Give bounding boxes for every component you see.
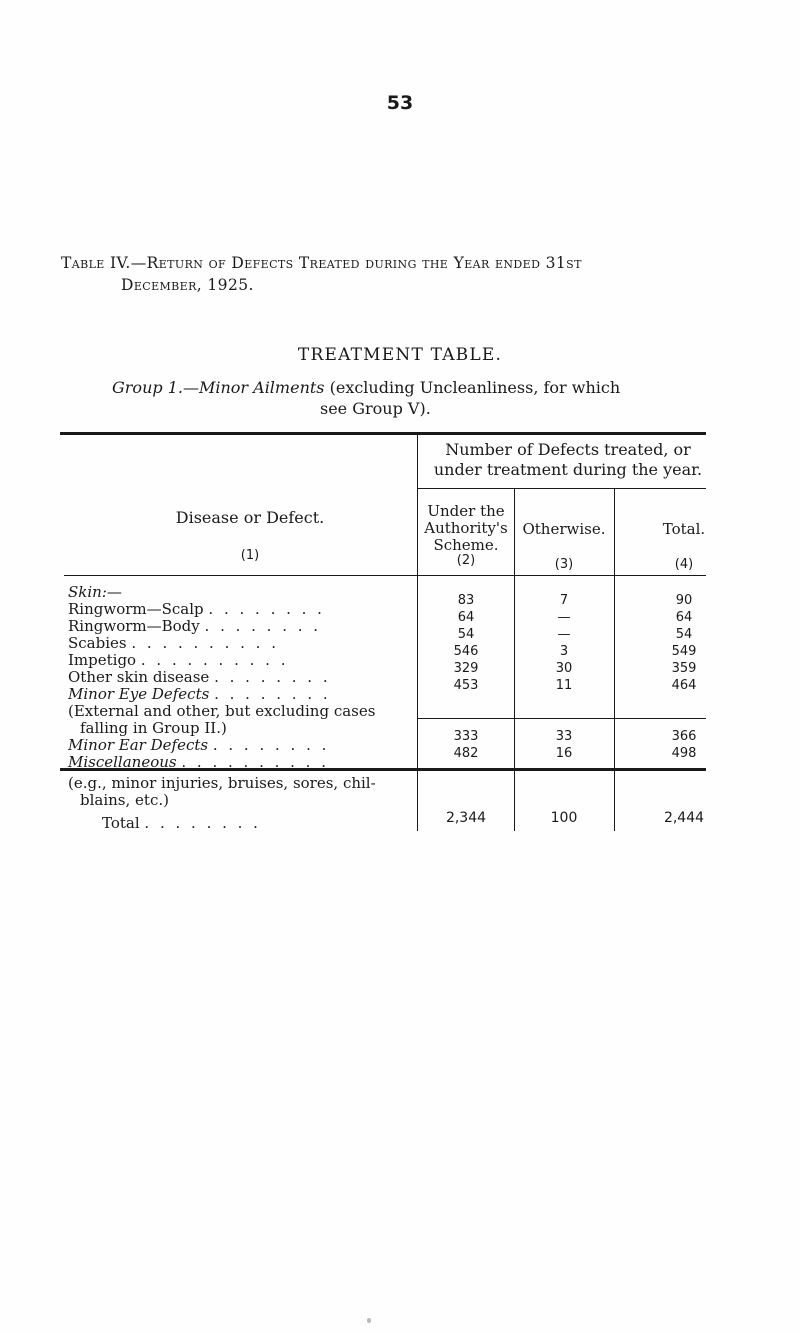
misc-note-line-2: blains, etc.) <box>80 791 169 809</box>
col1-header <box>100 509 400 564</box>
cell-minor-ear-total: 366 <box>671 729 697 744</box>
col2-header <box>418 503 514 568</box>
group-label: Group 1.—Minor Ailments <box>112 378 325 397</box>
page-number: 53 <box>386 92 414 114</box>
caption-line-1: Table IV.—Return of Defects Treated during the Year ended 31st <box>61 254 582 272</box>
row-label-miscellaneous: Miscellaneous . . . . . . . . . . <box>68 753 329 771</box>
cell-misc-otherwise: 16 <box>555 746 573 761</box>
cell-ringworm-scalp-total: 90 <box>675 593 693 608</box>
paper-speck <box>367 1318 371 1323</box>
eye-note-line-2: falling in Group II.) <box>80 719 227 737</box>
header-bottom-rule <box>64 575 706 576</box>
cell-total-otherwise: 100 <box>550 810 578 826</box>
cell-scabies-total: 54 <box>675 627 693 642</box>
row-label-ringworm-body: Ringworm—Body . . . . . . . . <box>68 617 322 635</box>
col3-header <box>514 521 614 573</box>
cell-ringworm-body-otherwise: — <box>557 610 571 625</box>
cell-total-scheme: 2,344 <box>445 810 487 826</box>
cell-other-skin-scheme: 329 <box>453 661 479 676</box>
cell-total-total: 2,444 <box>663 810 705 826</box>
group-note <box>112 377 712 419</box>
cell-other-skin-otherwise: 30 <box>555 661 573 676</box>
cell-ringworm-body-scheme: 64 <box>457 610 475 625</box>
row-label-minor-ear: Minor Ear Defects . . . . . . . . <box>68 736 330 754</box>
cell-scabies-otherwise: — <box>557 627 571 642</box>
row-label-ringworm-scalp: Ringworm—Scalp . . . . . . . . <box>68 600 325 618</box>
col2-number: (2) <box>456 553 476 568</box>
col4-title: Total. <box>662 520 706 538</box>
col3-number: (3) <box>554 557 574 572</box>
cell-misc-total: 498 <box>671 746 697 761</box>
col1-number: (1) <box>240 548 260 563</box>
cell-minor-eye-otherwise: 11 <box>555 678 573 693</box>
col4-number: (4) <box>674 557 694 572</box>
cell-misc-scheme: 482 <box>453 746 479 761</box>
table-top-rule <box>60 432 706 435</box>
cell-ringworm-scalp-otherwise: 7 <box>559 593 569 608</box>
group-text-line-2: see Group V). <box>320 399 431 418</box>
caption-line-2: December, 1925. <box>121 276 254 294</box>
col2-line-1: Under the <box>427 502 505 520</box>
cell-minor-eye-total: 464 <box>671 678 697 693</box>
col1-title: Disease or Defect. <box>175 508 325 527</box>
cell-impetigo-scheme: 546 <box>453 644 479 659</box>
cell-other-skin-total: 359 <box>671 661 697 676</box>
misc-note-line-1: (e.g., minor injuries, bruises, sores, chil- <box>68 774 376 792</box>
cell-minor-ear-scheme: 333 <box>453 729 479 744</box>
col4-header <box>614 521 754 573</box>
row-label-scabies: Scabies . . . . . . . . . . <box>68 634 279 652</box>
row-label-total: Total . . . . . . . . <box>102 814 261 832</box>
cell-impetigo-otherwise: 3 <box>559 644 569 659</box>
cell-ringworm-body-total: 64 <box>675 610 693 625</box>
group-text: (excluding Uncleanliness, for which <box>324 378 621 397</box>
cell-ringworm-scalp-scheme: 83 <box>457 593 475 608</box>
cell-scabies-scheme: 54 <box>457 627 475 642</box>
total-rule <box>418 718 706 719</box>
header-sub-rule <box>418 488 706 489</box>
row-label-impetigo: Impetigo . . . . . . . . . . <box>68 651 289 669</box>
header-group <box>418 440 718 480</box>
cell-impetigo-total: 549 <box>671 644 697 659</box>
header-group-line-1: Number of Defects treated, or <box>445 440 691 459</box>
cell-minor-eye-scheme: 453 <box>453 678 479 693</box>
table-subtitle: TREATMENT TABLE. <box>297 345 503 365</box>
header-group-line-2: under treatment during the year. <box>433 460 703 479</box>
col2-line-2: Authority's <box>424 519 508 537</box>
section-skin: Skin:— <box>68 583 122 601</box>
cell-minor-ear-otherwise: 33 <box>555 729 573 744</box>
row-label-other-skin: Other skin disease . . . . . . . . <box>68 668 331 686</box>
row-label-minor-eye: Minor Eye Defects . . . . . . . . <box>68 685 331 703</box>
col2-line-3: Scheme. <box>433 536 499 554</box>
col3-title: Otherwise. <box>522 520 606 538</box>
table-caption <box>61 252 751 296</box>
eye-note-line-1: (External and other, but excluding cases <box>68 702 376 720</box>
